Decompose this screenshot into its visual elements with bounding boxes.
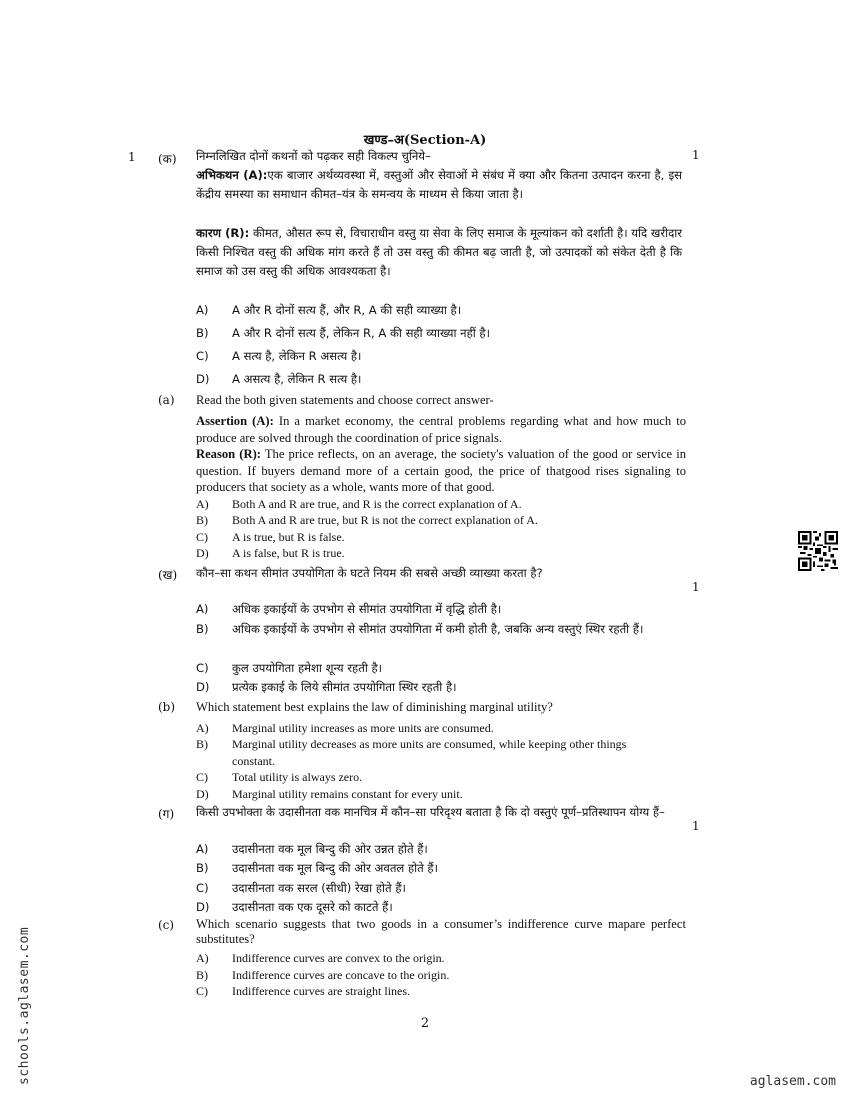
option-label: C) (196, 661, 209, 675)
option-label: A) (196, 497, 209, 511)
option-text: Both A and R are true, but R is not the correct explanation of A. (232, 513, 538, 527)
option-ga-d (196, 898, 393, 917)
option-c-c (196, 983, 410, 1000)
option-text: Marginal utility increases as more units are consumed. (232, 721, 494, 735)
option-label: D) (196, 546, 209, 560)
part-label-c: (c) (158, 918, 175, 932)
option-c-a (196, 950, 445, 967)
part-label-b: (b) (158, 700, 176, 714)
option-kha-b (196, 620, 682, 639)
option-text: उदासीनता वक सरल (सीधी) रेखा होते हैं। (232, 881, 406, 895)
reason-label-ka: कारण (R): (196, 226, 250, 240)
option-a-b (196, 512, 538, 529)
option-label: C) (196, 881, 209, 895)
option-text: Indifference curves are straight lines. (232, 984, 411, 998)
option-text: अधिक इकाईयों के उपभोग से सीमांत उपयोगिता में वृद्धि होती है। (232, 602, 502, 616)
assertion-text-a: In a market economy, the central problems regarding what and how much to produce are solved through the coordination of price signals. (196, 414, 686, 445)
option-b-c (196, 769, 362, 786)
option-text: A असत्य है, लेकिन R सत्य है। (232, 372, 362, 386)
option-text: A और R दोनों सत्य हैं, लेकिन R, A की सही व्याख्या नहीं है। (232, 326, 490, 340)
option-text: A और R दोनों सत्य हैं, और R, A की सही व्याख्या है। (232, 303, 462, 317)
option-ka-c (196, 347, 361, 366)
page-number: 2 (420, 1016, 430, 1031)
option-label: C) (196, 984, 208, 998)
part-label-ga: (ग) (158, 807, 175, 821)
option-label: D) (196, 680, 210, 694)
question-number: 1 (128, 150, 136, 164)
part-label-ka: (क) (158, 152, 177, 166)
vertical-watermark: schools.aglasem.com (17, 926, 32, 1085)
option-text: A is false, but R is true. (232, 546, 345, 560)
stem-b: Which statement best explains the law of diminishing marginal utility? (196, 700, 553, 714)
marks-ka: 1 (692, 148, 700, 162)
option-label: A) (196, 303, 209, 317)
option-ka-b (196, 324, 490, 343)
option-label: B) (196, 737, 208, 751)
option-ga-c (196, 879, 406, 898)
assertion-text-ka: एक बाजार अर्थव्यवस्था में, वस्तुओं और सेवाओं मे संबंध में क्या और कितना उत्पादन करना है, इस केंद्रीय समस्या का समाधान कीमत–यंत्र के समन्वय के माध्यम से किया जाता है। (196, 168, 682, 201)
marks-kha: 1 (692, 580, 700, 594)
option-text: Indifference curves are concave to the origin. (232, 968, 450, 982)
option-label: B) (196, 622, 209, 636)
option-a-d (196, 545, 345, 562)
part-label-a: (a) (158, 393, 175, 407)
option-text: कुल उपयोगिता हमेशा शून्य रहती है। (232, 661, 383, 675)
option-label: A) (196, 842, 209, 856)
option-label: D) (196, 900, 210, 914)
option-ka-a (196, 301, 461, 320)
option-a-c (196, 529, 345, 546)
option-kha-d (196, 678, 457, 697)
section-heading: खण्ड–अ(Section-A) (363, 133, 487, 148)
assertion-label-a: Assertion (A): (196, 414, 274, 428)
option-c-b (196, 967, 449, 984)
stem-a: Read the both given statements and choose correct answer- (196, 393, 494, 407)
option-text: Indifference curves are convex to the origin. (232, 951, 445, 965)
option-label: C) (196, 349, 209, 363)
option-text: उदासीनता वक मूल बिन्दु की ओर अवतल होते हैं। (232, 861, 438, 875)
option-b-b (196, 736, 642, 769)
option-text: उदासीनता वक मूल बिन्दु की ओर उन्नत होते हैं। (232, 842, 428, 856)
qr-code-icon (798, 531, 838, 571)
option-label: B) (196, 326, 209, 340)
option-text: Total utility is always zero. (232, 770, 363, 784)
assertion-a (196, 413, 686, 446)
marks-ga: 1 (692, 819, 700, 833)
stem-ka: निम्नलिखित दोनों कथनों को पढ़कर सही विकल्प चुनिये– (196, 149, 431, 163)
option-label: D) (196, 787, 209, 801)
option-b-a (196, 720, 494, 737)
option-text: Marginal utility remains constant for every unit. (232, 787, 463, 801)
option-label: D) (196, 372, 210, 386)
assertion-label-ka: अभिकथन (A): (196, 168, 268, 182)
assertion-ka (196, 166, 682, 204)
site-watermark: aglasem.com (749, 1074, 836, 1089)
part-label-kha: (ख) (158, 568, 178, 582)
stem-c: Which scenario suggests that two goods in a consumer’s indifference curve mapare perfect substitutes? (196, 917, 686, 946)
option-label: A) (196, 721, 209, 735)
stem-ga: किसी उपभोक्ता के उदासीनता वक मानचित्र में कौन–सा परिदृश्य बताता है कि दो वस्तुएं पूर्ण–प्रतिस्थापन योग्य हैं– (196, 805, 665, 819)
option-ka-d (196, 370, 361, 389)
reason-text-ka: कीमत, औसत रूप से, विचाराधीन वस्तु या सेवा के लिए समाज के मूल्यांकन को दर्शाती है। यदि खरीदार किसी निश्चित वस्तु की अधिक मांग करते हैं तो उस वस्तु की कीमत बढ़ जाती है, जो उत्पादकों को संकेत देती है कि समाज को उस वस्तु की अधिक आवश्यकता है। (196, 226, 682, 278)
option-kha-c (196, 659, 382, 678)
option-a-a (196, 496, 522, 513)
option-text: A सत्य है, लेकिन R असत्य है। (232, 349, 362, 363)
option-text: Both A and R are true, and R is the correct explanation of A. (232, 497, 522, 511)
option-label: C) (196, 770, 208, 784)
option-text: A is true, but R is false. (232, 530, 345, 544)
option-label: B) (196, 861, 209, 875)
option-ga-a (196, 840, 428, 859)
option-label: B) (196, 513, 208, 527)
option-ga-b (196, 859, 438, 878)
reason-text-a: The price reflects, on an average, the society's valuation of the good or service in question. If buyers demand more of a certain good, the price of thatgood rises signaling to producers that society as a whole, wants more of that good. (196, 447, 686, 494)
option-text: अधिक इकाईयों के उपभोग से सीमांत उपयोगिता में कमी होती है, जबकि अन्य वस्तुएं स्थिर रहती हैं। (232, 622, 644, 636)
option-label: A) (196, 951, 209, 965)
reason-ka (196, 224, 682, 281)
option-text: उदासीनता वक एक दूसरे को काटते हैं। (232, 900, 393, 914)
option-b-d (196, 786, 463, 803)
reason-a (196, 446, 686, 496)
option-text: Marginal utility decreases as more units are consumed, while keeping other things constant. (232, 737, 627, 768)
option-kha-a (196, 600, 501, 619)
reason-label-a: Reason (R): (196, 447, 261, 461)
option-text: प्रत्येक इकाई के लिये सीमांत उपयोगिता स्थिर रहती है। (232, 680, 457, 694)
option-label: B) (196, 968, 208, 982)
option-label: C) (196, 530, 208, 544)
stem-kha: कौन–सा कथन सीमांत उपयोगिता के घटते नियम की सबसे अच्छी व्याख्या करता है? (196, 566, 543, 580)
option-label: A) (196, 602, 209, 616)
